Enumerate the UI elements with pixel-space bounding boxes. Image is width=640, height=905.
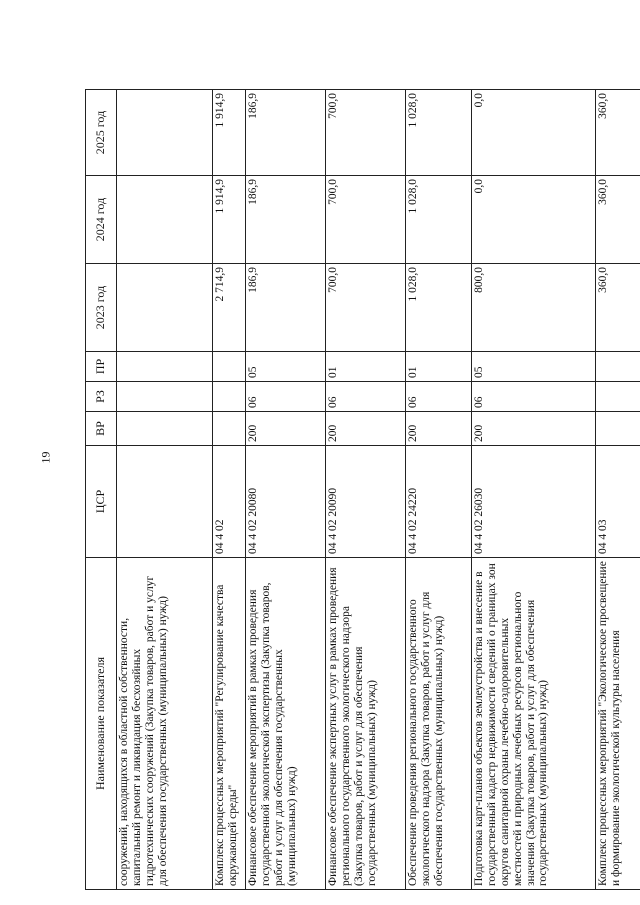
row-2024: 186,9 (246, 176, 326, 264)
row-vr: 200 (326, 412, 406, 446)
row-rz (596, 382, 640, 412)
table-row (596, 90, 640, 890)
row-2023: 360,0 (596, 264, 640, 352)
table-row (472, 90, 596, 890)
row-csr: 04 4 02 (213, 446, 246, 558)
table-header-row (86, 90, 117, 890)
row-name: сооружений, находящихся в областной собственности, капитальный ремонт и ликвидация бесхозяйных гидротехнических сооружений (Закупка товаров, работ и услуг для обеспечения государственных (муниципальных) нужд) (117, 558, 213, 890)
row-pr: 01 (326, 352, 406, 382)
row-rz: 06 (326, 382, 406, 412)
row-name: Подготовка карт-планов объектов землеустройства и внесение в государственный кадастр недвижимости сведений о границах зон округов санитарной охраны лечебно-оздоровительных местностей и природных лечебных ресурсов регионального значения (Закупка товаров, работ и услуг для обеспечения государственных (муниципальных) нужд) (472, 558, 596, 890)
row-2023: 700,0 (326, 264, 406, 352)
row-csr (117, 446, 213, 558)
row-2023: 2 714,9 (213, 264, 246, 352)
row-vr: 200 (246, 412, 326, 446)
table-row (117, 90, 213, 890)
table-row (246, 90, 326, 890)
header-rz: РЗ (86, 382, 117, 412)
row-2025: 700,0 (326, 90, 406, 176)
row-2024 (117, 176, 213, 264)
row-2023 (117, 264, 213, 352)
row-vr: 200 (406, 412, 472, 446)
row-csr: 04 4 02 26030 (472, 446, 596, 558)
header-name: Наименование показателя (86, 558, 117, 890)
row-2023: 186,9 (246, 264, 326, 352)
row-pr: 05 (472, 352, 596, 382)
row-2025: 1 028,0 (406, 90, 472, 176)
table-row (213, 90, 246, 890)
row-pr: 05 (246, 352, 326, 382)
table-row (326, 90, 406, 890)
row-pr (117, 352, 213, 382)
row-vr (117, 412, 213, 446)
rotated-table-container (85, 90, 625, 890)
row-vr (213, 412, 246, 446)
row-rz (117, 382, 213, 412)
row-vr (596, 412, 640, 446)
row-name: Финансовое обеспечение экспертных услуг в рамках проведения регионального государственного экологического надзора (Закупка товаров, работ и услуг для обеспечения государственных (муниципальных) нужд) (326, 558, 406, 890)
header-csr: ЦСР (86, 446, 117, 558)
row-2025 (117, 90, 213, 176)
row-2023: 1 028,0 (406, 264, 472, 352)
header-2025: 2025 год (86, 90, 117, 176)
row-rz: 06 (406, 382, 472, 412)
header-pr: ПР (86, 352, 117, 382)
row-2024: 0,0 (472, 176, 596, 264)
header-2024: 2024 год (86, 176, 117, 264)
row-name: Комплекс процессных мероприятий "Экологическое просвещение и формирование экологической культуры населения (596, 558, 640, 890)
row-name: Комплекс процессных мероприятий "Регулирование качества окружающей среды" (213, 558, 246, 890)
row-2024: 700,0 (326, 176, 406, 264)
row-csr: 04 4 03 (596, 446, 640, 558)
row-2024: 1 914,9 (213, 176, 246, 264)
header-2023: 2023 год (86, 264, 117, 352)
table-row (406, 90, 472, 890)
row-2025: 1 914,9 (213, 90, 246, 176)
row-rz: 06 (246, 382, 326, 412)
row-name: Финансовое обеспечение мероприятий в рамках проведения государственной экологической экспертизы (Закупка товаров, работ и услуг для обеспечения государственных (муниципальных) нужд) (246, 558, 326, 890)
row-vr: 200 (472, 412, 596, 446)
row-pr (213, 352, 246, 382)
row-2023: 800,0 (472, 264, 596, 352)
row-2024: 1 028,0 (406, 176, 472, 264)
row-pr (596, 352, 640, 382)
row-2024: 360,0 (596, 176, 640, 264)
budget-table (85, 89, 640, 890)
row-pr: 01 (406, 352, 472, 382)
row-name: Обеспечение проведения регионального государственного экологического надзора (Закупка товаров, работ и услуг для обеспечения государственных (муниципальных) нужд) (406, 558, 472, 890)
row-csr: 04 4 02 20090 (326, 446, 406, 558)
row-2025: 186,9 (246, 90, 326, 176)
page-number: 19 (38, 451, 53, 464)
row-csr: 04 4 02 24220 (406, 446, 472, 558)
row-2025: 0,0 (472, 90, 596, 176)
row-csr: 04 4 02 20080 (246, 446, 326, 558)
header-vr: ВР (86, 412, 117, 446)
row-rz (213, 382, 246, 412)
row-2025: 360,0 (596, 90, 640, 176)
row-rz: 06 (472, 382, 596, 412)
